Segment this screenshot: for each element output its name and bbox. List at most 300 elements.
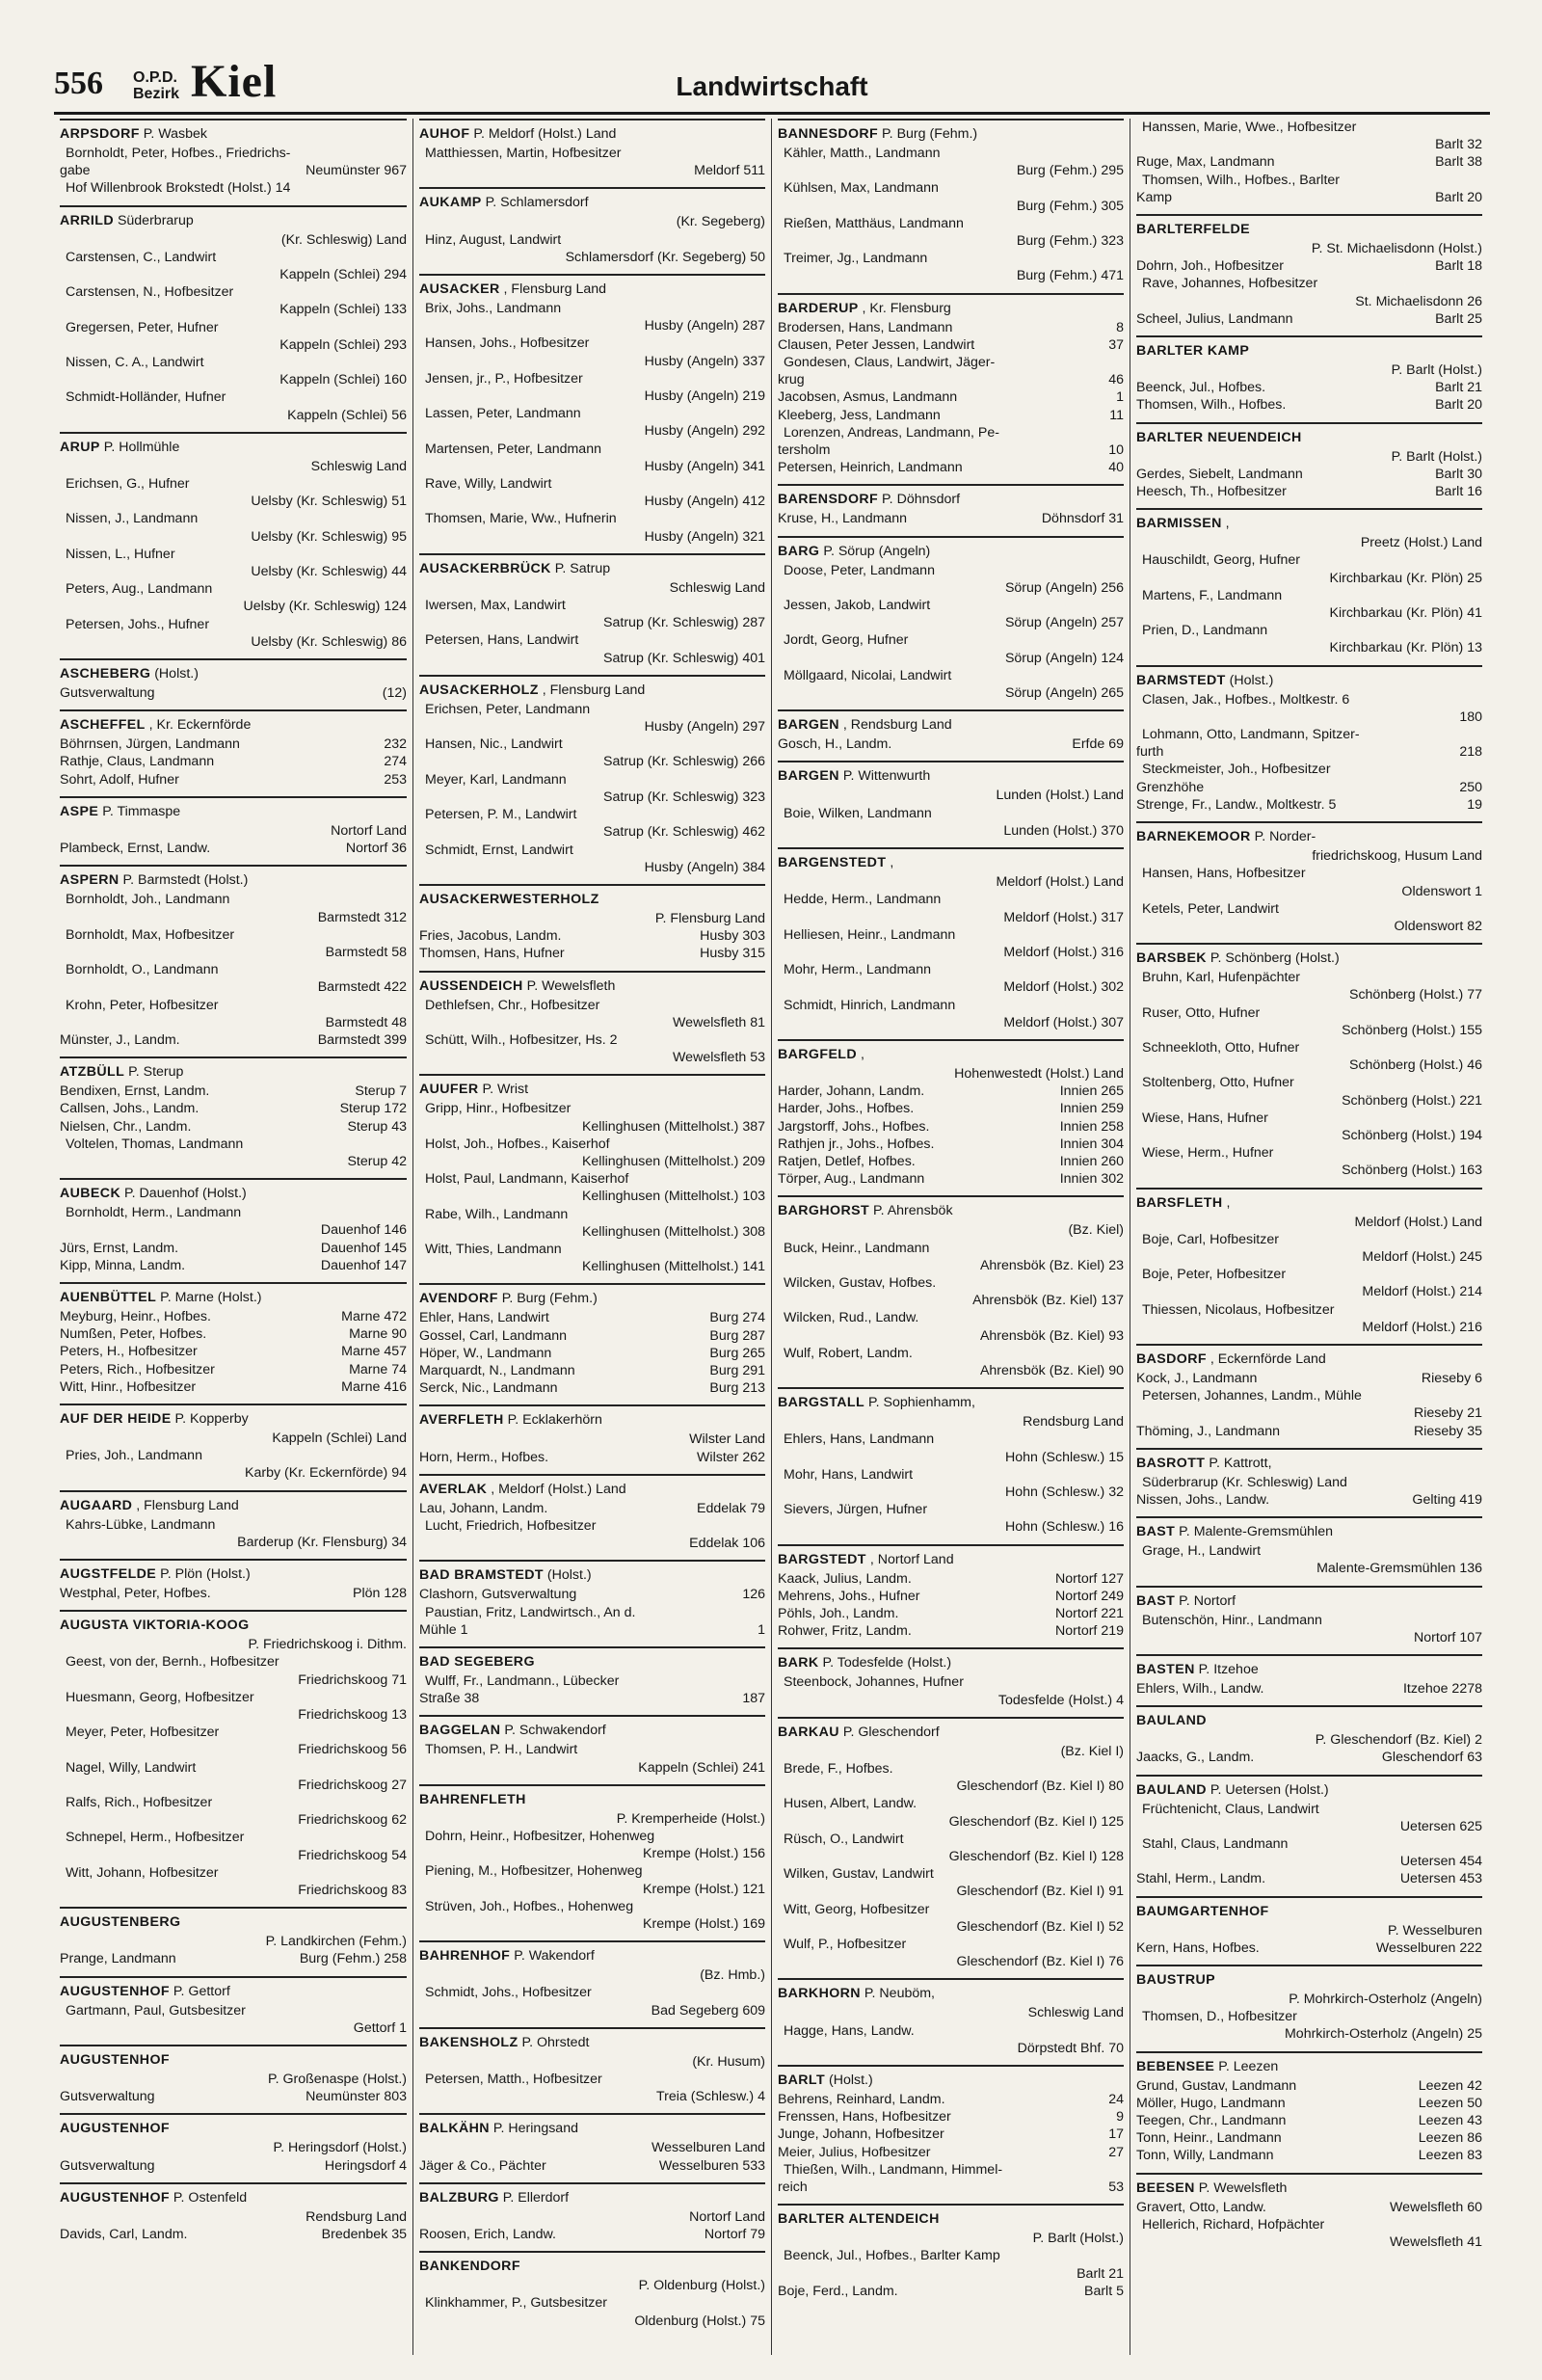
listing-text: Nissen, L., Hufner — [66, 546, 175, 562]
place-heading — [1136, 508, 1482, 533]
listing-phone: Ahrensbök (Bz. Kiel) 23 — [979, 1257, 1124, 1273]
listing-text: Münster, J., Landm. — [60, 1031, 180, 1048]
place-location: P. Ecklakerhörn — [503, 1412, 602, 1429]
listing-phone: 232 — [384, 736, 407, 753]
listing-phone: (Bz. Kiel) — [1068, 1222, 1124, 1239]
place-entry — [778, 484, 1124, 527]
listing-text: Mohr, Hans, Landwirt — [784, 1466, 914, 1483]
listing-text: Clashorn, Gutsverwaltung — [419, 1587, 577, 1603]
place-name: BARGSTEDT — [778, 1551, 866, 1567]
listing-phone: Barlt 5 — [1083, 2283, 1124, 2299]
place-name: BARG — [778, 543, 820, 559]
listing-phone: P. Wesselburen — [1387, 1922, 1482, 1939]
place-entry — [419, 2182, 765, 2243]
listing-phone: 24 — [1108, 2092, 1124, 2108]
listing-line — [778, 597, 1124, 614]
listing-text: Hansen, Johs., Hofbesitzer — [425, 335, 590, 352]
listing-line — [419, 1206, 765, 1223]
listing-line — [1136, 172, 1482, 189]
place-name: AUSACKER — [419, 281, 500, 298]
listing-phone: Barmstedt 312 — [317, 909, 407, 925]
listing-line — [60, 2208, 407, 2226]
place-name: BAHRENFLETH — [419, 1791, 526, 1807]
listing-line — [778, 459, 1124, 476]
listing-line — [778, 667, 1124, 684]
place-location: P. Wasbek — [139, 126, 207, 142]
district-name: Kiel — [191, 56, 278, 107]
listing-phone: Neumünster 967 — [306, 163, 407, 179]
listing-line — [778, 978, 1124, 996]
listing-phone: Kappeln (Schlei) 56 — [287, 407, 407, 423]
listing-line — [778, 1014, 1124, 1031]
listing-line — [419, 1828, 765, 1845]
listing-phone: Meldorf (Holst.) 316 — [1003, 944, 1124, 960]
listing-phone: Dauenhof 145 — [320, 1240, 407, 1256]
listing-line — [1136, 1818, 1482, 1835]
listing-line — [60, 978, 407, 996]
listing-line — [419, 2088, 765, 2105]
listing-line — [1136, 1680, 1482, 1698]
place-name: BAULAND — [1136, 1781, 1207, 1798]
listing-phone: Barlt 21 — [1435, 380, 1482, 396]
listing-phone: Karby (Kr. Eckernförde) 94 — [245, 1465, 407, 1482]
place-location: P. Sophienhamm, — [864, 1395, 975, 1411]
place-name: AUUFER — [419, 1082, 479, 1098]
listing-text: Roosen, Erich, Landw. — [419, 2227, 556, 2243]
listing-line — [778, 1118, 1124, 1136]
listing-phone: Barlt 20 — [1435, 397, 1482, 414]
listing-phone: Wewelsfleth 60 — [1390, 2199, 1482, 2215]
listing-phone: Oldenburg (Holst.) 75 — [634, 2313, 765, 2329]
listing-line — [60, 407, 407, 424]
listing-phone: Satrup (Kr. Schleswig) 323 — [603, 789, 765, 805]
place-heading — [778, 1647, 1124, 1672]
place-location: P. Kopperby — [171, 1410, 249, 1427]
listing-text: Wilcken, Gustav, Hofbes. — [784, 1274, 937, 1291]
place-location: , Flensburg Land — [132, 1497, 239, 1513]
listing-text: Brodersen, Hans, Landmann — [778, 319, 953, 335]
listing-line — [419, 441, 765, 458]
place-heading — [1136, 1654, 1482, 1679]
listing-text: Kock, J., Landmann — [1136, 1370, 1258, 1386]
place-entry — [60, 1610, 407, 1899]
listing-text: Harder, Johann, Landm. — [778, 1083, 925, 1100]
listing-phone: Wewelsfleth 53 — [673, 1050, 765, 1066]
listing-line — [778, 2144, 1124, 2161]
listing-phone: P. Landkirchen (Fehm.) — [265, 1934, 407, 1950]
place-heading — [60, 205, 407, 230]
place-heading — [778, 1195, 1124, 1220]
listing-line — [778, 1883, 1124, 1900]
listing-phone: Barlt 32 — [1435, 137, 1482, 153]
listing-text: Grund, Gustav, Landmann — [1136, 2077, 1297, 2094]
section-title: Landwirtschaft — [676, 71, 868, 101]
listing-line — [1136, 1560, 1482, 1577]
listing-line — [60, 1031, 407, 1049]
listing-line — [778, 873, 1124, 891]
listing-line — [1136, 257, 1482, 275]
listing-line — [60, 162, 407, 179]
listing-text: Petersen, Johs., Hufner — [66, 616, 210, 632]
listing-line — [419, 1862, 765, 1880]
place-entry — [60, 2113, 407, 2174]
listing-phone: Bredenbek 35 — [321, 2227, 407, 2243]
listing-line — [1136, 1870, 1482, 1887]
place-entry — [778, 2065, 1124, 2196]
place-entry — [419, 675, 765, 876]
place-entry — [419, 971, 765, 1067]
place-heading — [419, 1560, 765, 1585]
page-number: 556 — [54, 66, 103, 101]
place-location: P. Hollmühle — [99, 439, 180, 455]
listing-phone: Meldorf (Holst.) Land — [996, 874, 1124, 891]
listing-phone: Meldorf (Holst.) 317 — [1003, 909, 1124, 925]
listing-text: Bornholdt, Max, Hofbesitzer — [66, 926, 235, 943]
listing-line — [60, 336, 407, 354]
listing-line — [1136, 1801, 1482, 1818]
place-name: BAST — [1136, 1524, 1176, 1540]
place-name: BANNESDORF — [778, 126, 879, 142]
listing-text: furth — [1136, 744, 1164, 761]
listing-phone: Innien 259 — [1059, 1101, 1124, 1117]
listing-text: Rave, Willy, Landwirt — [425, 476, 552, 493]
place-name: BALKÄHN — [419, 2121, 490, 2137]
place-location: P. Neuböm, — [860, 1986, 935, 2002]
place-location: (Holst.) — [825, 2072, 873, 2089]
listing-text: Meyburg, Heinr., Hofbes. — [60, 1308, 211, 1324]
listing-phone: Uelsby (Kr. Schleswig) 51 — [251, 494, 407, 510]
listing-line — [419, 1535, 765, 1552]
listing-line — [419, 1881, 765, 1898]
listing-line — [1136, 293, 1482, 310]
place-location: P. Wrist — [478, 1082, 529, 1098]
listing-text: Wilcken, Rud., Landw. — [784, 1310, 919, 1326]
listing-line — [1136, 570, 1482, 587]
listing-phone: Nortorf Land — [331, 822, 407, 839]
listing-phone: Husby (Angeln) 384 — [644, 859, 765, 875]
listing-phone: Barmstedt 422 — [317, 979, 407, 996]
place-name: BARDERUP — [778, 300, 859, 316]
listing-line — [1136, 622, 1482, 639]
listing-phone: Sterup 43 — [347, 1118, 407, 1135]
listing-line — [778, 1622, 1124, 1640]
place-entry — [60, 1282, 407, 1396]
listing-line — [1136, 587, 1482, 604]
listing-line — [419, 1031, 765, 1049]
listing-text: Wiese, Hans, Hufner — [1142, 1110, 1268, 1126]
listing-text: Hanssen, Marie, Wwe., Hofbesitzer — [1142, 120, 1357, 135]
listing-phone: 19 — [1467, 796, 1482, 813]
directory-column — [412, 119, 771, 2355]
listing-line — [1136, 1127, 1482, 1144]
listing-phone: Gleschendorf 63 — [1381, 1750, 1482, 1766]
listing-text: Lassen, Peter, Landmann — [425, 406, 581, 422]
place-name: BARSFLETH — [1136, 1194, 1223, 1211]
place-heading — [1136, 665, 1482, 690]
listing-phone: Wesselburen 533 — [658, 2157, 765, 2174]
listing-line — [60, 1741, 407, 1758]
listing-line — [60, 1308, 407, 1325]
listing-phone: Erfde 69 — [1072, 736, 1124, 753]
listing-phone: Barlt 18 — [1435, 258, 1482, 275]
place-location: P. Schwakendorf — [500, 1723, 606, 1739]
listing-text: Lorenzen, Andreas, Landmann, Pe- — [784, 424, 999, 441]
listing-line — [778, 909, 1124, 926]
place-entry — [60, 119, 407, 198]
listing-line — [419, 1223, 765, 1241]
listing-phone: Burg (Fehm.) 471 — [1016, 268, 1124, 284]
listing-text: Pöhls, Joh., Landm. — [778, 1606, 899, 1621]
listing-line — [60, 598, 407, 615]
listing-phone: Schönberg (Holst.) 163 — [1342, 1163, 1482, 1179]
listing-line — [60, 301, 407, 318]
listing-line — [60, 2139, 407, 2156]
listing-phone: Gleschendorf (Bz. Kiel I) 76 — [956, 1954, 1124, 1970]
listing-line — [419, 927, 765, 945]
place-name: AUENBÜTTEL — [60, 1289, 157, 1305]
listing-phone: Hohn (Schlesw.) 32 — [1004, 1484, 1124, 1500]
listing-text: Huesmann, Georg, Hofbesitzer — [66, 1689, 254, 1705]
place-heading — [419, 884, 765, 909]
listing-line — [778, 944, 1124, 961]
listing-line — [60, 2002, 407, 2019]
listing-phone: Uetersen 453 — [1399, 1871, 1482, 1887]
place-location: P. Schönberg (Holst.) — [1206, 950, 1340, 967]
listing-line — [419, 806, 765, 823]
listing-phone: Nortorf 127 — [1055, 1570, 1124, 1587]
listing-text: Bornholdt, Joh., Landmann — [66, 892, 230, 908]
listing-text: Peters, Rich., Hofbesitzer — [60, 1361, 215, 1377]
listing-phone: Meldorf (Holst.) 302 — [1003, 979, 1124, 996]
place-entry — [60, 1490, 407, 1551]
listing-line — [1136, 1266, 1482, 1283]
listing-line — [1136, 1301, 1482, 1319]
listing-line — [1136, 396, 1482, 414]
listing-phone: Nortorf 219 — [1055, 1623, 1124, 1640]
listing-text: Gripp, Hinr., Hofbesitzer — [425, 1101, 572, 1117]
listing-line — [1136, 883, 1482, 900]
listing-text: Nissen, C. A., Landwirt — [66, 355, 204, 371]
listing-line — [60, 1447, 407, 1464]
listing-line — [1136, 153, 1482, 171]
listing-line — [419, 2157, 765, 2175]
place-location: , Eckernförde Land — [1206, 1350, 1326, 1367]
listing-line — [778, 2108, 1124, 2126]
listing-text: Krohn, Peter, Hofbesitzer — [66, 997, 219, 1013]
listing-line — [778, 319, 1124, 336]
listing-line — [778, 1240, 1124, 1257]
listing-phone: Kirchbarkau (Kr. Plön) 41 — [1329, 605, 1482, 622]
listing-line — [60, 1083, 407, 1100]
place-location: P. Wewelsfleth — [1194, 2179, 1288, 2196]
listing-line — [60, 266, 407, 283]
listing-line — [60, 1933, 407, 1950]
place-heading — [1136, 821, 1482, 846]
listing-line — [1136, 847, 1482, 865]
listing-phone: 8 — [1116, 319, 1124, 335]
district-prefix: O.P.D. Bezirk — [133, 69, 180, 102]
place-entry — [419, 1784, 765, 1933]
listing-line — [60, 1882, 407, 1899]
listing-phone: 37 — [1108, 336, 1124, 353]
listing-text: Kamp — [1136, 189, 1173, 205]
listing-line — [60, 1864, 407, 1882]
listing-line — [60, 1811, 407, 1829]
listing-line — [419, 1500, 765, 1517]
place-name: AUSACKERWESTERHOLZ — [419, 891, 599, 907]
place-heading — [60, 1610, 407, 1635]
listing-line — [778, 961, 1124, 978]
listing-phone: Dörpstedt Bhf. 70 — [1017, 2040, 1124, 2056]
listing-phone: Kellinghusen (Mittelholst.) 103 — [581, 1189, 765, 1205]
listing-phone: Rieseby 6 — [1421, 1370, 1482, 1386]
listing-text: Schmidt, Ernst, Landwirt — [425, 842, 573, 858]
place-entry — [419, 274, 765, 546]
listing-text: reich — [778, 2179, 808, 2196]
listing-phone: Friedrichskoog 71 — [298, 1671, 407, 1688]
listing-text: Sohrt, Adolf, Hufner — [60, 771, 179, 788]
listing-phone: Kappeln (Schlei) 133 — [279, 302, 407, 318]
listing-text: Stoltenberg, Otto, Hufner — [1142, 1075, 1294, 1091]
listing-text: Bornholdt, Herm., Landmann — [66, 1205, 242, 1221]
listing-line — [1136, 796, 1482, 814]
listing-text: Fries, Jacobus, Landm. — [419, 928, 562, 945]
place-heading — [1136, 335, 1482, 361]
place-name: BARENSDORF — [778, 492, 879, 508]
place-heading — [1136, 2051, 1482, 2076]
listing-text: Steckmeister, Joh., Hofbesitzer — [1142, 762, 1331, 778]
listing-text: Jordt, Georg, Hufner — [784, 632, 909, 649]
listing-line — [60, 371, 407, 388]
listing-line — [419, 579, 765, 597]
place-location: , Kr. Flensburg — [858, 300, 951, 316]
listing-phone: Burg 265 — [709, 1345, 765, 1361]
listing-text: Petersen, Matth., Hofbesitzer — [425, 2072, 602, 2088]
listing-line — [419, 2071, 765, 2088]
place-name: AUGUSTENHOF — [60, 2121, 170, 2137]
listing-phone: 1 — [1116, 389, 1124, 406]
listing-text: Gutsverwaltung — [60, 685, 155, 702]
listing-line — [1136, 1404, 1482, 1422]
listing-text: Nagel, Willy, Landwirt — [66, 1759, 197, 1776]
listing-text: Doose, Peter, Landmann — [784, 562, 935, 578]
listing-phone: Sterup 7 — [355, 1083, 407, 1100]
listing-text: Kahrs-Lübke, Landmann — [66, 1516, 216, 1533]
listing-line — [778, 1588, 1124, 1605]
listing-text: Schütt, Wilh., Hofbesitzer, Hs. 2 — [425, 1031, 618, 1048]
listing-text: Wulff, Fr., Landmann., Lübecker — [425, 1673, 620, 1689]
listing-line — [1136, 534, 1482, 551]
listing-line — [60, 735, 407, 753]
listing-line — [778, 336, 1124, 354]
listing-phone: Sörup (Angeln) 124 — [1004, 650, 1124, 666]
listing-line — [1136, 986, 1482, 1003]
place-heading — [60, 865, 407, 890]
listing-text: Boje, Peter, Hofbesitzer — [1142, 1267, 1287, 1283]
place-entry — [60, 796, 407, 857]
listing-text: Holst, Paul, Landmann, Kaiserhof — [425, 1171, 629, 1188]
listing-line — [419, 1759, 765, 1777]
listing-line — [419, 1362, 765, 1379]
listing-line — [419, 1449, 765, 1466]
listing-line — [778, 684, 1124, 702]
place-name: BARGHORST — [778, 1203, 870, 1219]
place-heading — [419, 1784, 765, 1809]
place-entry — [778, 761, 1124, 840]
listing-phone: Gleschendorf (Bz. Kiel I) 91 — [956, 1884, 1124, 1900]
listing-line — [60, 1777, 407, 1794]
listing-phone: Innien 265 — [1059, 1083, 1124, 1100]
listing-phone: (Bz. Kiel I) — [1060, 1743, 1124, 1759]
listing-line — [1136, 761, 1482, 778]
listing-phone: Burg (Fehm.) 323 — [1016, 233, 1124, 250]
listing-line — [419, 753, 765, 770]
listing-line — [1136, 551, 1482, 569]
listing-text: Gutsverwaltung — [60, 2157, 155, 2174]
listing-phone: St. Michaelisdonn 26 — [1355, 293, 1482, 309]
listing-line — [1136, 189, 1482, 206]
place-name: BARLTER KAMP — [1136, 343, 1250, 360]
listing-line — [60, 2226, 407, 2243]
listing-line — [1136, 1022, 1482, 1039]
listing-phone: Preetz (Holst.) Land — [1360, 535, 1482, 551]
listing-phone: Kellinghusen (Mittelholst.) 209 — [581, 1153, 765, 1169]
listing-phone: 46 — [1108, 372, 1124, 388]
place-name: BAGGELAN — [419, 1723, 501, 1739]
place-entry — [778, 1544, 1124, 1641]
listing-text: Lucht, Friedrich, Hofbesitzer — [425, 1517, 597, 1534]
listing-phone: Friedrichskoog 83 — [298, 1883, 407, 1899]
listing-phone: Nortorf 36 — [345, 841, 407, 857]
place-location: P. Schlamersdorf — [481, 195, 589, 211]
listing-line — [419, 213, 765, 230]
place-location: P. Wittenwurth — [838, 768, 931, 785]
listing-phone: Friedrichskoog 62 — [298, 1812, 407, 1829]
listing-line — [778, 2247, 1124, 2264]
listing-phone: 10 — [1108, 442, 1124, 459]
place-heading — [778, 761, 1124, 786]
listing-text: Höper, W., Landmann — [419, 1345, 552, 1361]
place-entry — [419, 1560, 765, 1639]
place-heading — [419, 1646, 765, 1671]
place-location: P. Döhnsdorf — [878, 492, 961, 508]
listing-text: Ehlers, Hans, Landmann — [784, 1431, 935, 1448]
place-heading — [1136, 2173, 1482, 2198]
listing-phone: 1 — [758, 1621, 765, 1638]
listing-line — [1136, 691, 1482, 709]
listing-line — [419, 1845, 765, 1862]
listing-text: Straße 38 — [419, 1691, 480, 1707]
listing-line — [419, 2313, 765, 2330]
place-entry — [60, 1976, 407, 2037]
listing-line — [778, 388, 1124, 406]
listing-phone: P. Flensburg Land — [654, 910, 765, 926]
listing-line — [1136, 639, 1482, 656]
listing-text: Gosch, H., Landm. — [778, 736, 892, 753]
listing-line — [60, 1653, 407, 1671]
listing-phone: Nortorf 221 — [1055, 1606, 1124, 1621]
listing-text: Gossel, Carl, Landmann — [419, 1327, 567, 1344]
listing-line — [60, 1204, 407, 1221]
listing-text: Petersen, P. M., Landwirt — [425, 807, 577, 823]
listing-phone: Innien 302 — [1059, 1171, 1124, 1188]
listing-phone: Marne 457 — [341, 1344, 407, 1360]
listing-line — [60, 1847, 407, 1864]
place-name: ARPSDORF — [60, 126, 140, 142]
listing-text: Ketels, Peter, Landwirt — [1142, 900, 1279, 917]
listing-line — [1136, 2077, 1482, 2095]
listing-phone: Schleswig Land — [310, 458, 407, 474]
